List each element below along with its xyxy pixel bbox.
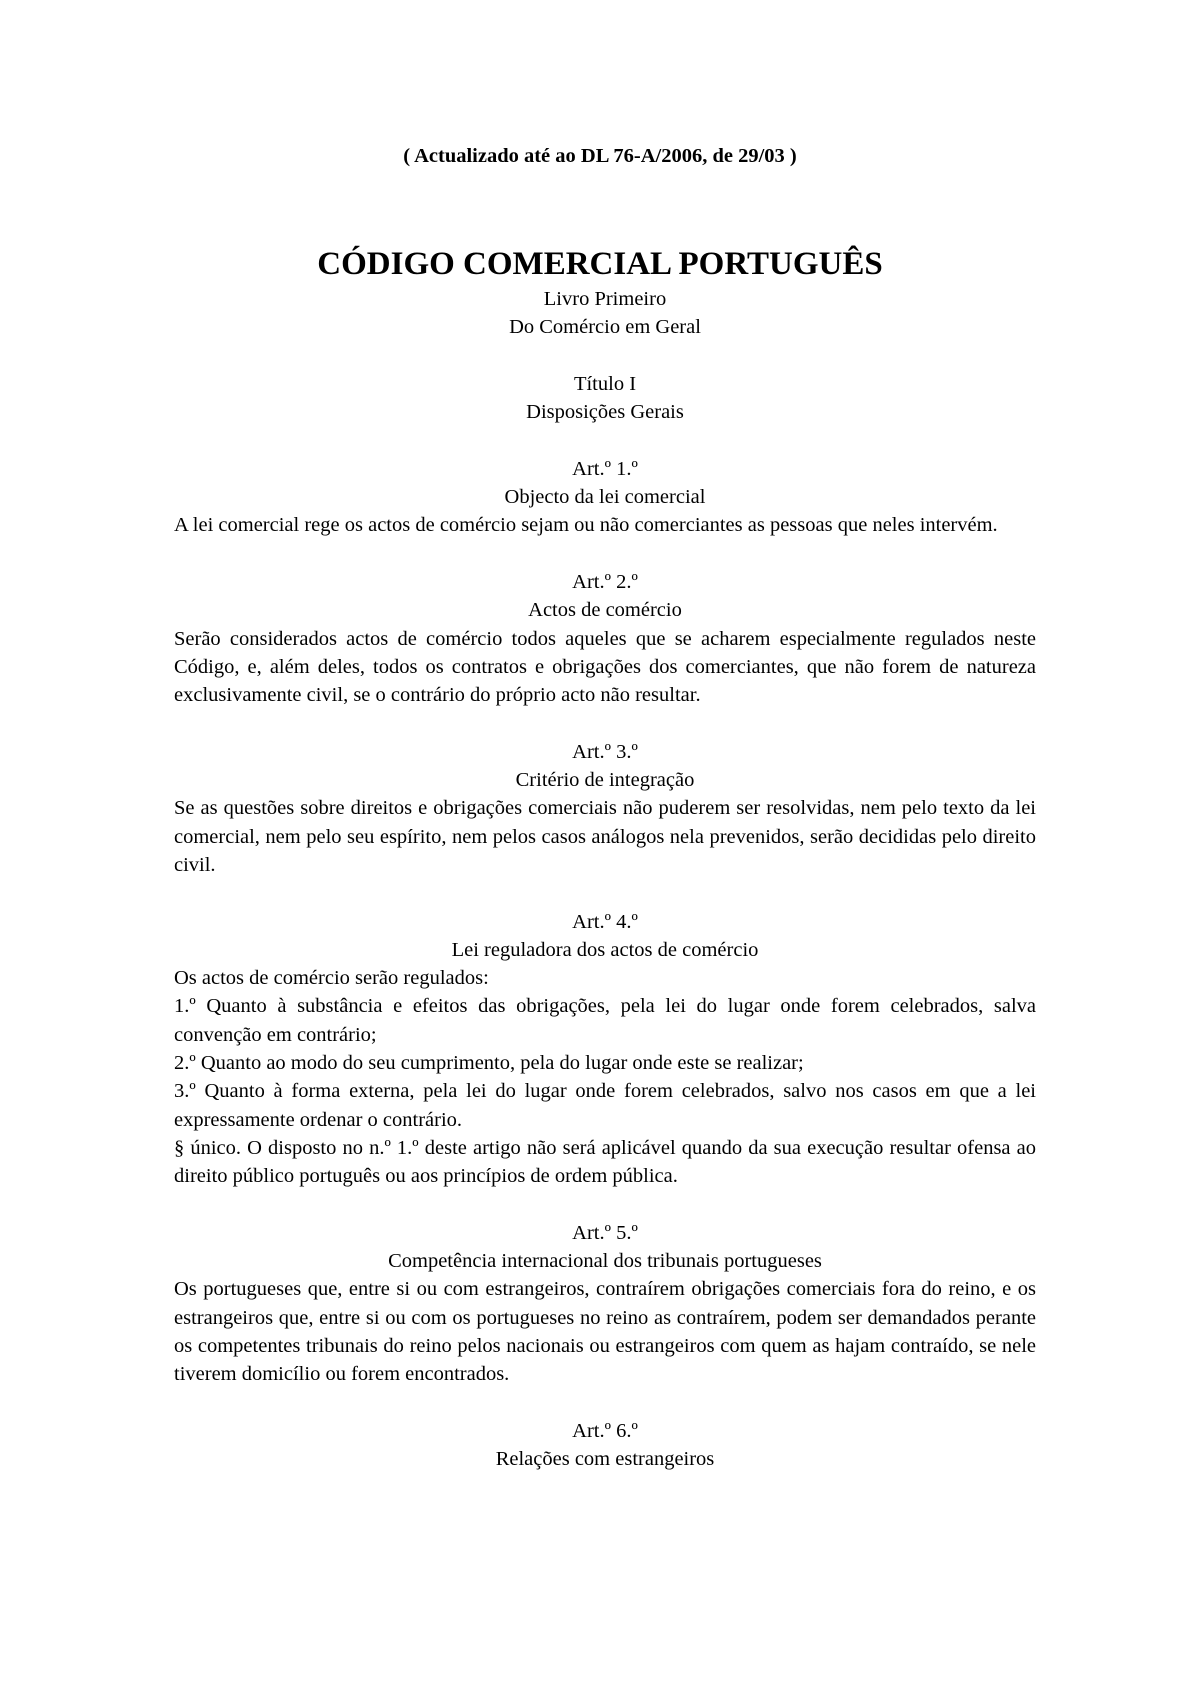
article-heading: Competência internacional dos tribunais portugueses [388, 1250, 822, 1273]
book-subtitle: Do Comércio em Geral [509, 316, 701, 339]
title-heading: Título I [573, 372, 637, 395]
article-paragraph: Os portugueses que, entre si ou com estrangeiros, contraírem obrigações comerciais fora do reino, e os estrangeiros que, entre si ou com os portugueses no reino as contraírem, podem ser demandados perante os competentes tribunais do reino pelos nacionais ou estrangeiros com quem as hajam contraído, se nele tiverem domicílio ou forem encontrados. [174, 1278, 1036, 1386]
article-paragraph: Serão considerados actos de comércio todos aqueles que se acharem especialmente regulados neste Código, e, além deles, todos os contratos e obrigações dos comerciantes, que não forem de natureza exclusivamente civil, se o contrário do próprio acto não resultar. [174, 627, 1036, 707]
article-heading: Critério de integração [515, 769, 695, 792]
article-number: Art.º 5.º [572, 1221, 638, 1244]
update-note: ( Actualizado até ao DL 76-A/2006, de 29/03 ) [403, 145, 797, 167]
document-title: CÓDIGO COMERCIAL PORTUGUÊS [317, 246, 883, 282]
article-heading: Lei reguladora dos actos de comércio [451, 938, 759, 961]
article-paragraph: 2.º Quanto ao modo do seu cumprimento, pela do lugar onde este se realizar; [174, 1052, 804, 1075]
article-paragraph: 1.º Quanto à substância e efeitos das obrigações, pela lei do lugar onde forem celebrados, salva convenção em contrário; [174, 995, 1036, 1046]
title-subtitle: Disposições Gerais [526, 401, 684, 424]
article-heading: Objecto da lei comercial [504, 486, 706, 509]
document-body [174, 285, 1036, 1473]
article-number: Art.º 4.º [572, 910, 638, 933]
article-number: Art.º 1.º [572, 457, 638, 480]
article-heading: Relações com estrangeiros [495, 1448, 715, 1471]
article-number: Art.º 3.º [572, 740, 638, 763]
article-number: Art.º 6.º [572, 1419, 638, 1442]
book-heading: Livro Primeiro [543, 288, 667, 310]
article-paragraph: Se as questões sobre direitos e obrigações comerciais não puderem ser resolvidas, nem pelo texto da lei comercial, nem pelo seu espírito, nem pelos casos análogos nela prevenidos, serão decididas pelo direito civil. [174, 797, 1036, 876]
article-paragraph: A lei comercial rege os actos de comércio sejam ou não comerciantes as pessoas que neles intervém. [174, 514, 998, 537]
article-paragraph: § único. O disposto no n.º 1.º deste artigo não será aplicável quando da sua execução resultar ofensa ao direito público português ou aos princípios de ordem pública. [174, 1136, 1036, 1188]
article-number: Art.º 2.º [572, 570, 638, 593]
article-paragraph: 3.º Quanto à forma externa, pela lei do lugar onde forem celebrados, salvo nos casos em que a lei expressamente ordenar o contrário. [174, 1080, 1036, 1131]
article-heading: Actos de comércio [528, 599, 682, 622]
article-paragraph: Os actos de comércio serão regulados: [174, 967, 489, 990]
